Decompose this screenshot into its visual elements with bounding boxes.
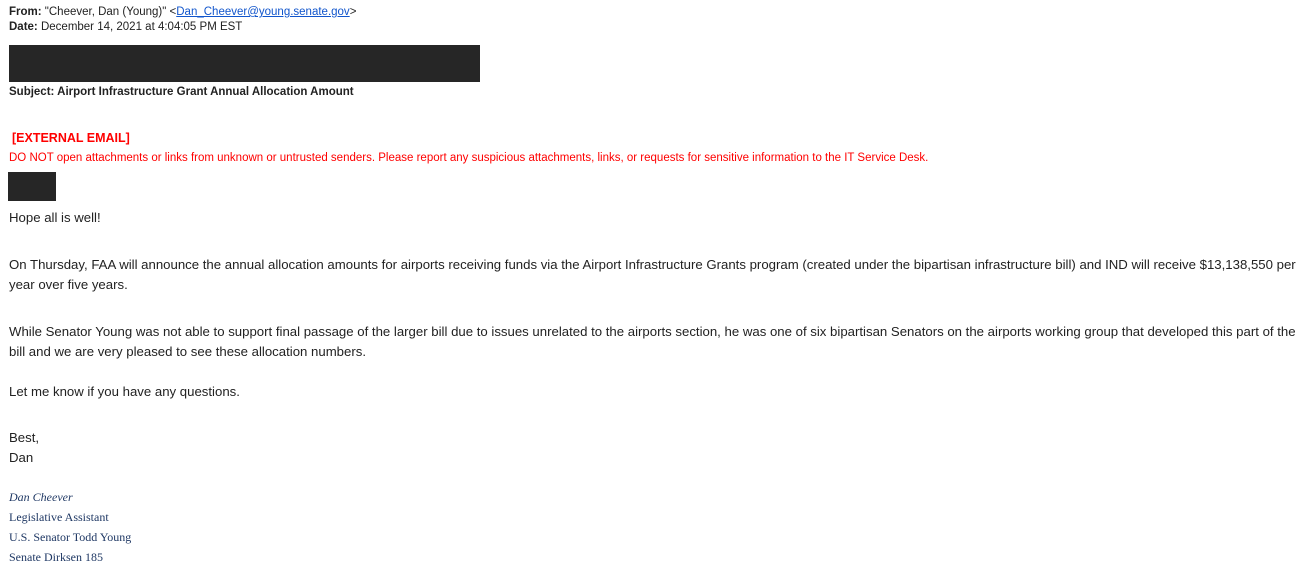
signature-title: Legislative Assistant: [9, 510, 109, 524]
signature-location: Senate Dirksen 185: [9, 550, 103, 564]
redacted-recipients: [9, 45, 480, 82]
signature-name: Dan Cheever: [9, 490, 73, 504]
body-paragraph-2: While Senator Young was not able to support final passage of the larger bill due to issues unrelated to the airports section, he was one of six bipartisan Senators on the airports working group that developed this part of the bill and we are very pleased to see these allocation numbers.: [9, 324, 1296, 359]
from-label: From:: [9, 6, 42, 18]
greeting: Hope all is well!: [9, 210, 101, 225]
external-email-warning: DO NOT open attachments or links from unknown or untrusted senders. Please report any suspicious attachments, links, or requests for sensitive information to the IT Service Desk.: [9, 152, 929, 164]
subject-label: Subject:: [9, 86, 55, 98]
from-name: "Cheever, Dan (Young)" <: [44, 6, 177, 18]
redacted-recipient-name: [8, 172, 56, 201]
subject-line: [9, 85, 354, 100]
date-label: Date:: [9, 21, 38, 33]
signature-office: U.S. Senator Todd Young: [9, 530, 132, 544]
closing: [9, 428, 1299, 468]
date-line: [9, 20, 356, 35]
external-email-title: [EXTERNAL EMAIL]: [12, 131, 130, 145]
email-header: [9, 5, 356, 35]
date-value: December 14, 2021 at 4:04:05 PM EST: [40, 21, 243, 33]
closing-name: Dan: [9, 450, 34, 465]
body-paragraph-3: Let me know if you have any questions.: [9, 384, 240, 399]
from-email-link[interactable]: Dan_Cheever@young.senate.gov: [176, 6, 350, 18]
from-line: [9, 5, 356, 20]
body-paragraph-1: On Thursday, FAA will announce the annual allocation amounts for airports receiving funds via the Airport Infrastructure Grants program (created under the bipartisan infrastructure bill) and IND will receive $13,138,550 per year over five years.: [9, 257, 1296, 292]
subject-value: Airport Infrastructure Grant Annual Allocation Amount: [57, 86, 354, 98]
signature-block: [9, 487, 131, 567]
closing-line: Best,: [9, 430, 40, 445]
from-close: >: [349, 6, 357, 18]
